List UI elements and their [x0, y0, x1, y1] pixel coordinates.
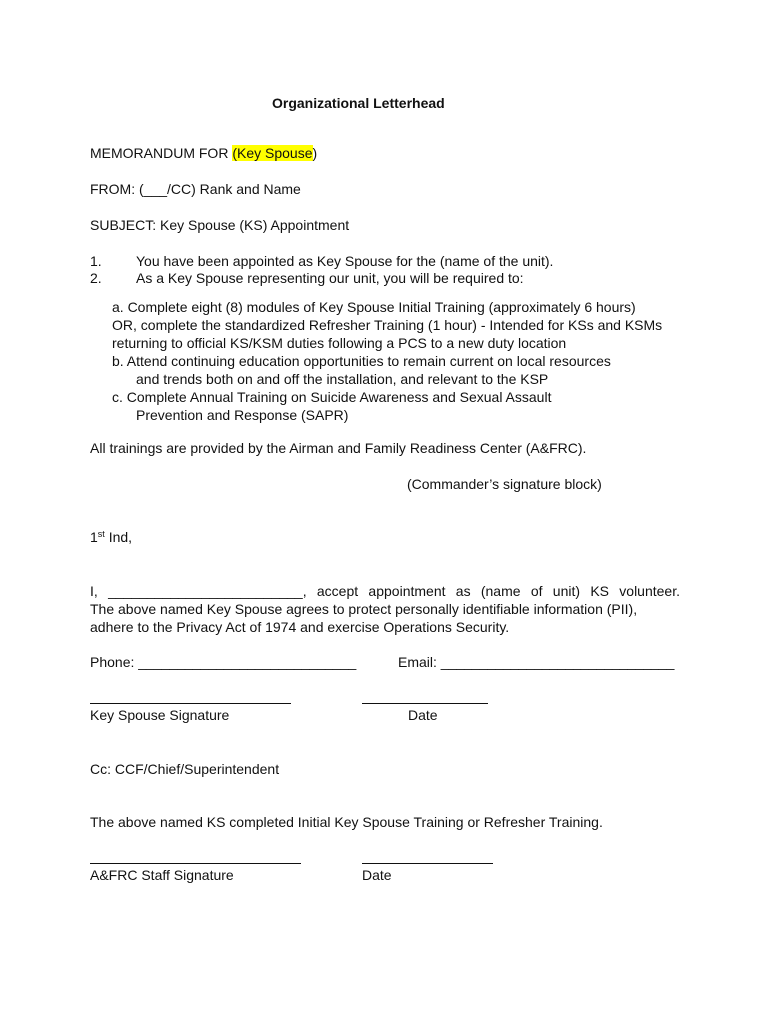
requirement-a-line-1: a. Complete eight (8) modules of Key Spouse Initial Training (approximately 6 hours) — [112, 299, 636, 315]
afrc-date-line — [362, 863, 493, 864]
memo-for-prefix: MEMORANDUM FOR — [90, 145, 233, 161]
memo-for-paren-close: ) — [312, 145, 318, 161]
memo-for-paren-open: ( — [232, 145, 237, 161]
memo-from-line: FROM: (___/CC) Rank and Name — [90, 181, 301, 197]
numbered-item-2-number: 2. — [90, 270, 102, 286]
numbered-item-1-number: 1. — [90, 253, 102, 269]
memo-subject-line: SUBJECT: Key Spouse (KS) Appointment — [90, 217, 350, 233]
requirement-b-line-1: b. Attend continuing education opportunities to remain current on local resources — [112, 353, 611, 369]
first-indorsement — [90, 529, 132, 546]
phone-field: Phone: ____________________________ — [90, 654, 357, 670]
cc-line: Cc: CCF/Chief/Superintendent — [90, 761, 280, 777]
acceptance-line-2: The above named Key Spouse agrees to protect personally identifiable information (PII), — [90, 601, 638, 617]
training-completed-statement: The above named KS completed Initial Key Spouse Training or Refresher Training. — [90, 814, 603, 830]
key-spouse-date-line — [362, 703, 488, 704]
acceptance-line-3: adhere to the Privacy Act of 1974 and exercise Operations Security. — [90, 619, 510, 635]
indorsement-ordinal: st — [97, 529, 105, 539]
memo-for-line — [90, 145, 317, 162]
numbered-item-1-text: You have been appointed as Key Spouse for the (name of the unit). — [136, 253, 554, 269]
acceptance-line-1: I, _________________________, accept appointment as (name of unit) KS volunteer. — [90, 583, 680, 599]
letterhead-title: Organizational Letterhead — [272, 95, 445, 111]
key-spouse-signature-line — [90, 703, 291, 704]
key-spouse-signature-label: Key Spouse Signature — [90, 707, 230, 723]
email-field: Email: ______________________________ — [398, 654, 675, 670]
requirement-c-line-1: c. Complete Annual Training on Suicide Awareness and Sexual Assault — [112, 389, 552, 405]
indorsement-label: Ind, — [104, 529, 133, 545]
numbered-item-2-text: As a Key Spouse representing our unit, you will be required to: — [136, 270, 524, 286]
trainings-statement: All trainings are provided by the Airman and Family Readiness Center (A&FRC). — [90, 440, 587, 456]
afrc-signature-label: A&FRC Staff Signature — [90, 867, 234, 883]
key-spouse-date-label: Date — [408, 707, 438, 723]
requirement-c-line-2: Prevention and Response (SAPR) — [136, 407, 349, 423]
requirement-b-line-2: and trends both on and off the installation, and relevant to the KSP — [136, 371, 549, 387]
memo-for-recipient: Key Spouse — [237, 145, 313, 161]
requirement-a-line-3: returning to official KS/KSM duties following a PCS to a new duty location — [112, 335, 567, 351]
afrc-date-label: Date — [362, 867, 392, 883]
commander-signature-block: (Commander’s signature block) — [407, 476, 602, 492]
afrc-signature-line — [90, 863, 301, 864]
requirement-a-line-2: OR, complete the standardized Refresher Training (1 hour) - Intended for KSs and KSMs — [112, 317, 663, 333]
indorsement-number: 1 — [90, 529, 98, 545]
